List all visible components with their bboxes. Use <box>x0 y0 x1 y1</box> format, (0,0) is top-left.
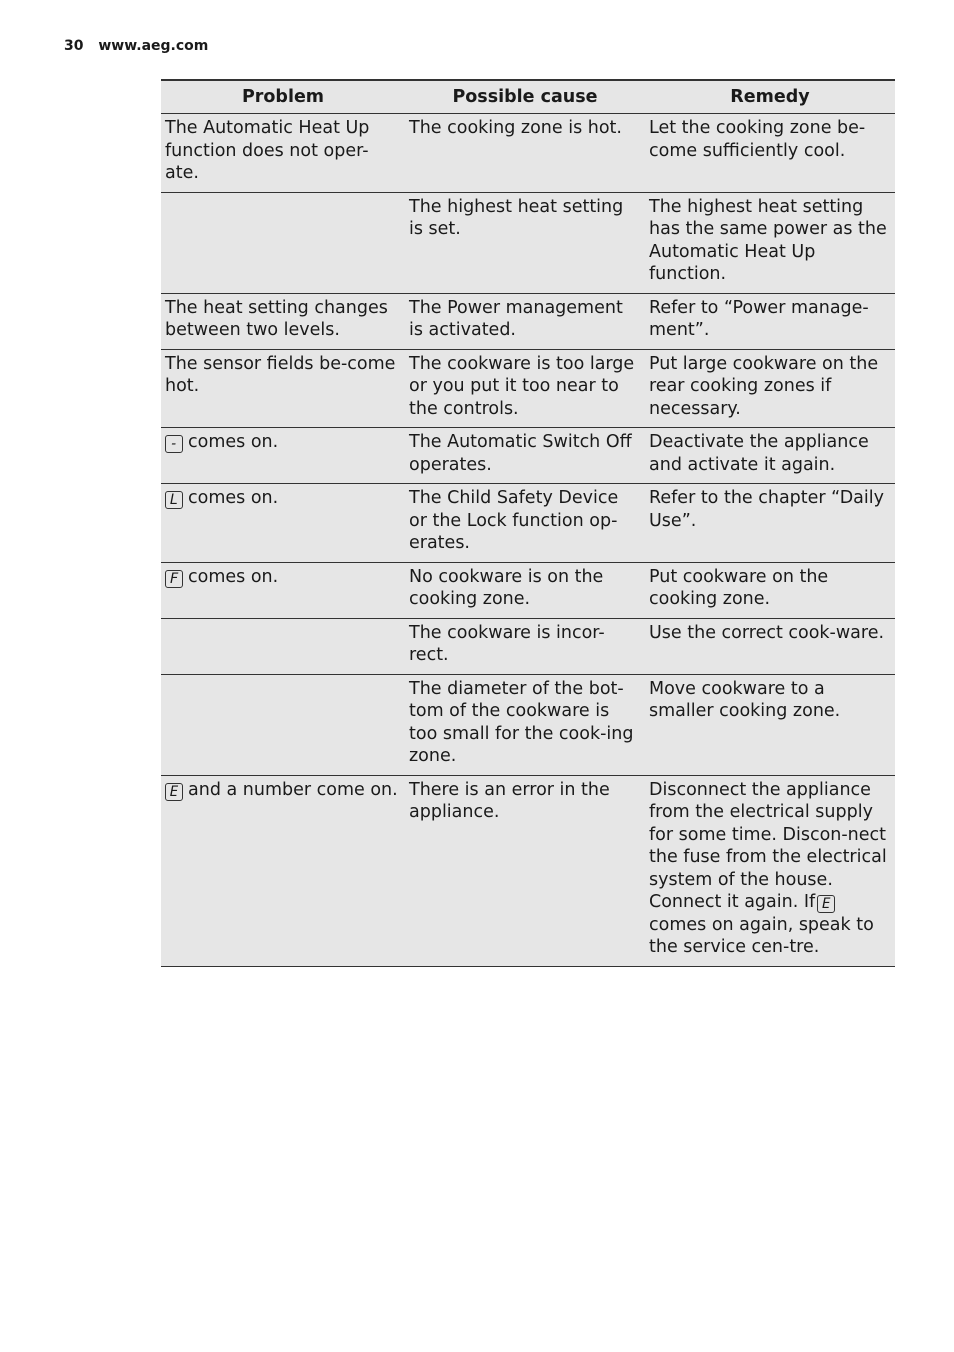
problem-text: The heat setting changes between two levels. <box>165 297 388 340</box>
problem-text: comes on. <box>188 488 279 508</box>
table-row <box>161 428 895 484</box>
table-row <box>161 618 895 674</box>
table-row <box>161 484 895 563</box>
remedy-text: Put large cookware on the rear cooking zones if necessary. <box>649 353 879 419</box>
display-symbol-icon: L <box>165 491 183 509</box>
table-row <box>161 674 895 775</box>
remedy-cell <box>645 192 895 293</box>
cause-cell: There is an error in the appliance. <box>405 775 645 966</box>
remedy-text: Refer to the chapter “Daily Use”. <box>649 488 884 531</box>
remedy-text-suffix: comes on again, speak to the service cen-tre. <box>649 914 874 957</box>
display-symbol-icon: E <box>165 783 183 801</box>
table-header-row <box>161 80 895 114</box>
problem-cell <box>161 192 405 293</box>
cause-cell: The cookware is too large or you put it too near to the controls. <box>405 349 645 428</box>
table-row <box>161 114 895 193</box>
problem-cell <box>161 293 405 349</box>
remedy-cell <box>645 484 895 563</box>
problem-text: The sensor fields be-come hot. <box>165 353 396 396</box>
remedy-cell <box>645 114 895 193</box>
cause-cell: The Automatic Switch Off operates. <box>405 428 645 484</box>
website-url: www.aeg.com <box>98 38 209 54</box>
remedy-cell <box>645 428 895 484</box>
cause-cell: The Power management is activated. <box>405 293 645 349</box>
problem-text: The Automatic Heat Up function does not oper-ate. <box>165 118 370 183</box>
page-header <box>64 38 208 54</box>
cause-cell: No cookware is on the cooking zone. <box>405 562 645 618</box>
remedy-text: Deactivate the appliance and activate it again. <box>649 432 869 475</box>
problem-cell <box>161 562 405 618</box>
table-row <box>161 349 895 428</box>
table-row <box>161 192 895 293</box>
problem-text: and a number come on. <box>188 779 398 800</box>
problem-cell <box>161 484 405 563</box>
remedy-cell <box>645 349 895 428</box>
cause-cell: The highest heat setting is set. <box>405 192 645 293</box>
remedy-cell <box>645 618 895 674</box>
table-row <box>161 293 895 349</box>
column-header-problem: Problem <box>161 80 405 114</box>
remedy-text: Use the correct cook-ware. <box>649 622 885 643</box>
cause-cell: The diameter of the bot-tom of the cookware is too small for the cook-ing zone. <box>405 674 645 775</box>
remedy-text: Refer to “Power manage-ment”. <box>649 297 869 340</box>
troubleshooting-table <box>161 79 895 967</box>
problem-cell <box>161 114 405 193</box>
problem-cell <box>161 674 405 775</box>
remedy-text: Disconnect the appliance from the electrical supply for some time. Discon-nect the fuse from the electrical system of the house. Connect it again. If <box>649 779 887 912</box>
problem-cell <box>161 428 405 484</box>
remedy-cell <box>645 775 895 966</box>
remedy-cell <box>645 674 895 775</box>
problem-cell <box>161 618 405 674</box>
problem-text: comes on. <box>188 566 279 587</box>
problem-text: comes on. <box>188 432 279 452</box>
remedy-text: Put cookware on the cooking zone. <box>649 566 829 609</box>
remedy-text: The highest heat setting has the same power as the Automatic Heat Up function. <box>649 196 887 284</box>
column-header-remedy: Remedy <box>645 80 895 114</box>
remedy-text: Move cookware to a smaller cooking zone. <box>649 678 841 721</box>
column-header-cause: Possible cause <box>405 80 645 114</box>
table-row <box>161 775 895 966</box>
problem-cell <box>161 349 405 428</box>
display-symbol-icon: - <box>165 435 183 453</box>
remedy-cell <box>645 293 895 349</box>
display-symbol-icon: F <box>165 570 183 588</box>
cause-cell: The cookware is incor-rect. <box>405 618 645 674</box>
cause-cell: The cooking zone is hot. <box>405 114 645 193</box>
table-row <box>161 562 895 618</box>
cause-cell: The Child Safety Device or the Lock function op-erates. <box>405 484 645 563</box>
problem-cell <box>161 775 405 966</box>
remedy-text: Let the cooking zone be-come sufficiently cool. <box>649 118 866 161</box>
display-symbol-icon: E <box>817 895 835 913</box>
remedy-cell <box>645 562 895 618</box>
page-number: 30 <box>64 38 84 54</box>
